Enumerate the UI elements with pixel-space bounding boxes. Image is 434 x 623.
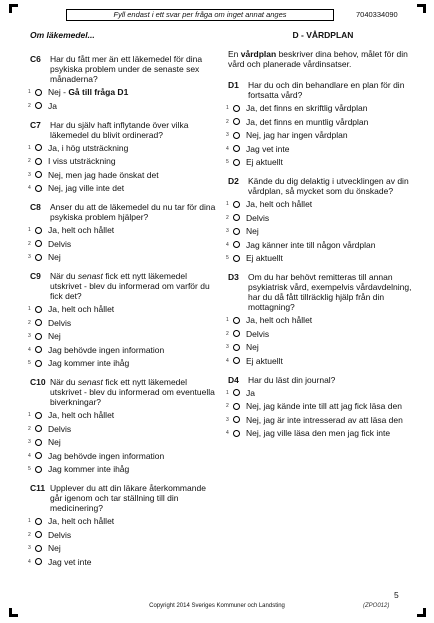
option-code: 4 (226, 357, 229, 364)
radio-button[interactable] (35, 545, 42, 552)
option-code: 3 (28, 439, 31, 445)
radio-button[interactable] (233, 317, 240, 324)
intro-text-post: beskriver dina behov, målet för din vård och planerade vårdinsatser. (228, 49, 408, 69)
radio-button[interactable] (233, 241, 240, 248)
radio-button[interactable] (35, 452, 42, 459)
option-label (246, 226, 418, 236)
option-label-text: Delvis (246, 212, 270, 223)
answer-option[interactable] (30, 437, 220, 447)
option-code: 4 (226, 145, 229, 152)
radio-button[interactable] (233, 159, 240, 166)
question-number: C9 (30, 271, 41, 281)
registration-mark-bottom-left (9, 608, 18, 617)
answer-option[interactable] (30, 410, 220, 420)
intro-text-pre: En (228, 49, 241, 59)
answer-option[interactable] (228, 415, 418, 425)
radio-button[interactable] (233, 330, 240, 337)
question-text: Anser du att de läkemedel du nu tar för dina psykiska problem hjälper? (50, 202, 216, 222)
option-label-text: Nej (246, 342, 259, 352)
option-label-text: Nej - (48, 87, 69, 97)
answer-option[interactable] (30, 516, 220, 526)
question-number: C7 (30, 119, 41, 130)
answer-option[interactable] (228, 130, 418, 140)
option-code: 4 (28, 558, 31, 565)
question-header (30, 54, 220, 84)
option-code: 2 (226, 214, 229, 221)
option-label (246, 388, 418, 398)
answer-option[interactable] (30, 304, 220, 314)
option-label-text: Nej, jag är inte intresserad av att läsa den (246, 414, 403, 425)
right-column (228, 30, 418, 447)
question-header (228, 176, 418, 196)
question-text: Har du läst din journal? (248, 374, 336, 385)
question-number: D4 (228, 374, 239, 385)
option-label-text: Jag behövde ingen information (48, 344, 165, 355)
question-text-pre: När du (50, 271, 78, 281)
answer-option[interactable] (30, 183, 220, 193)
option-code: 4 (28, 185, 31, 191)
option-label (246, 103, 418, 113)
option-code: 4 (28, 452, 31, 459)
option-label (246, 213, 418, 223)
registration-mark-bottom-right (417, 608, 426, 617)
question-text: Om du har behövt remitteras till annan psykiatrisk vård, exempelvis vårdavdelning, har du då fått tillräcklig hjälp från din mottagning? (248, 272, 412, 312)
option-label-text: Delvis (48, 238, 72, 249)
radio-button[interactable] (35, 227, 42, 234)
answer-option[interactable] (30, 225, 220, 235)
right-question-list (228, 80, 418, 438)
option-code: 3 (226, 416, 229, 423)
answer-option[interactable] (228, 428, 418, 438)
option-label (48, 225, 220, 235)
option-code: 3 (28, 545, 31, 551)
radio-button[interactable] (233, 416, 240, 423)
option-code: 1 (28, 227, 31, 233)
question-d4 (228, 375, 418, 439)
answer-option[interactable] (30, 170, 220, 180)
answer-option[interactable] (30, 331, 220, 341)
intro-text-bold: vårdplan (240, 49, 277, 59)
option-label-text: Nej (48, 437, 61, 447)
section-title-care-plan: D - VÅRDPLAN (292, 30, 354, 40)
option-code: 1 (226, 317, 229, 323)
question-c9 (30, 271, 220, 368)
option-label-text: Delvis (48, 317, 72, 328)
radio-button[interactable] (35, 346, 42, 353)
option-code: 1 (28, 412, 31, 418)
radio-button[interactable] (35, 425, 42, 432)
answer-option[interactable] (228, 240, 418, 250)
option-label (48, 101, 220, 111)
answer-option[interactable] (30, 87, 220, 97)
question-c7 (30, 120, 220, 194)
answer-option[interactable] (228, 213, 418, 223)
option-code: 5 (28, 466, 31, 472)
answer-option[interactable] (228, 253, 418, 263)
question-number: C11 (30, 483, 46, 493)
registration-mark-top-right (417, 4, 426, 13)
question-text: Har du själv haft inflytande över vilka läkemedel du blivit ordinerad? (50, 119, 189, 140)
option-label (48, 304, 220, 314)
option-label-text: Nej, jag ville inte det (48, 183, 125, 193)
option-label (246, 117, 418, 127)
answer-option[interactable] (228, 315, 418, 325)
option-code: 4 (28, 346, 31, 353)
left-question-list (30, 54, 220, 567)
option-label-text: Ja (48, 100, 57, 111)
radio-button[interactable] (233, 344, 240, 351)
question-text (50, 271, 220, 301)
option-code: 1 (28, 518, 31, 524)
answer-option[interactable] (228, 117, 418, 127)
option-label (48, 143, 220, 153)
answer-option[interactable] (30, 557, 220, 567)
radio-button[interactable] (35, 306, 42, 313)
option-code: 2 (226, 330, 229, 337)
answer-option[interactable] (228, 103, 418, 113)
option-label-text: Jag vet inte (48, 556, 92, 567)
answer-option[interactable] (30, 239, 220, 249)
section-title-medication: Om läkemedel... (30, 30, 95, 40)
option-code: 1 (226, 201, 229, 207)
option-label-text: Delvis (48, 529, 72, 540)
option-code: 4 (226, 241, 229, 248)
option-label (246, 401, 418, 411)
question-number: D3 (228, 272, 239, 282)
radio-button[interactable] (35, 158, 42, 165)
question-c6 (30, 54, 220, 111)
option-code: 4 (226, 430, 229, 436)
radio-button[interactable] (35, 185, 42, 192)
option-code: 1 (28, 144, 31, 151)
option-code: 1 (28, 89, 31, 95)
radio-button[interactable] (233, 228, 240, 235)
option-label-text: Ej aktuellt (246, 253, 283, 263)
option-code: 5 (226, 159, 229, 165)
option-code: 2 (28, 319, 31, 326)
radio-button[interactable] (35, 360, 42, 367)
option-label (246, 329, 418, 339)
option-code: 3 (226, 228, 229, 234)
left-column (30, 30, 220, 576)
option-label-text: Delvis (246, 328, 270, 339)
question-c8 (30, 202, 220, 262)
option-label (48, 530, 220, 540)
option-code: 2 (28, 158, 31, 164)
option-label-text: Nej, jag ville läsa den men jag fick inte (246, 428, 391, 438)
option-label-text: Ja, helt och hållet (246, 315, 313, 325)
answer-option[interactable] (30, 345, 220, 355)
radio-button[interactable] (35, 333, 42, 340)
option-label (48, 543, 220, 553)
question-header (30, 202, 220, 222)
option-label-text: Ja, helt och hållet (246, 199, 313, 209)
page-number: 5 (394, 590, 399, 600)
option-label (48, 183, 220, 193)
option-code: 3 (28, 254, 31, 260)
option-label-text: Jag känner inte till någon vårdplan (246, 239, 376, 250)
question-header (228, 375, 418, 385)
option-label (48, 170, 220, 180)
registration-mark-top-left (9, 4, 18, 13)
option-label-text: Nej (48, 543, 61, 553)
option-label (246, 240, 418, 250)
option-label-text: Nej (48, 331, 61, 341)
form-id: 7040334090 (356, 10, 398, 19)
option-label-text: Ja (246, 387, 255, 398)
option-label (48, 437, 220, 447)
radio-button[interactable] (35, 240, 42, 247)
answer-option[interactable] (228, 199, 418, 209)
option-code: 2 (226, 118, 229, 125)
question-header (30, 120, 220, 140)
option-code: 5 (226, 255, 229, 261)
option-label-text: Nej (246, 226, 259, 236)
radio-button[interactable] (35, 102, 42, 109)
skip-instruction: Gå till fråga D1 (68, 87, 129, 97)
option-label (48, 410, 220, 420)
option-label-text: Nej, men jag hade önskat det (48, 169, 159, 180)
option-label (48, 358, 220, 368)
option-label (246, 356, 418, 366)
answer-option[interactable] (228, 388, 418, 398)
radio-button[interactable] (35, 171, 42, 178)
option-label-text: Ja, i hög utsträckning (48, 142, 129, 153)
option-label (48, 424, 220, 434)
answer-option[interactable] (30, 543, 220, 553)
option-label (48, 87, 220, 97)
question-d1 (228, 80, 418, 167)
option-label (48, 331, 220, 341)
answer-option[interactable] (228, 329, 418, 339)
option-label-text: Jag vet inte (246, 143, 290, 154)
answer-option[interactable] (30, 252, 220, 262)
answer-option[interactable] (228, 144, 418, 154)
radio-button[interactable] (233, 132, 240, 139)
question-d3 (228, 272, 418, 366)
answer-option[interactable] (30, 530, 220, 540)
answer-option[interactable] (30, 424, 220, 434)
option-code: 2 (28, 240, 31, 247)
option-code: 1 (28, 306, 31, 312)
radio-button[interactable] (35, 144, 42, 151)
answer-option[interactable] (228, 356, 418, 366)
option-label-text: Ja, helt och hållet (48, 225, 115, 235)
option-code: 2 (226, 403, 229, 409)
radio-button[interactable] (233, 145, 240, 152)
option-label (246, 428, 418, 438)
answer-option[interactable] (228, 401, 418, 411)
option-code: 2 (28, 102, 31, 109)
question-c10 (30, 377, 220, 474)
option-label (48, 464, 220, 474)
question-text-emphasis: senast (77, 377, 103, 387)
radio-button[interactable] (233, 201, 240, 208)
care-plan-intro (228, 49, 418, 69)
option-label (246, 415, 418, 425)
radio-button[interactable] (35, 531, 42, 538)
instruction-banner: Fyll endast i ett svar per fråga om inget annat anges (66, 9, 334, 21)
option-label (48, 318, 220, 328)
radio-button[interactable] (233, 403, 240, 410)
option-label (48, 516, 220, 526)
footer-code: (ZPO012) (363, 603, 390, 609)
answer-option[interactable] (30, 318, 220, 328)
question-header (228, 272, 418, 312)
option-label-text: Nej (48, 252, 61, 262)
question-text-post: fick ett nytt läkemedel utskrivet - blev du informerad om eventuella biverkningar? (50, 377, 215, 407)
option-label (48, 239, 220, 249)
question-number: C6 (30, 54, 41, 64)
radio-button[interactable] (233, 430, 240, 437)
option-code: 3 (226, 132, 229, 138)
question-text (50, 377, 220, 407)
option-label (48, 451, 220, 461)
option-label (246, 315, 418, 325)
radio-button[interactable] (35, 254, 42, 261)
option-label (246, 342, 418, 352)
option-label-text: Jag behövde ingen information (48, 450, 165, 461)
radio-button[interactable] (233, 105, 240, 112)
option-code: 2 (28, 425, 31, 432)
option-label-text: Ej aktuellt (246, 157, 283, 167)
question-number: C8 (30, 202, 41, 212)
answer-option[interactable] (30, 156, 220, 166)
question-header (30, 377, 220, 407)
option-label (48, 345, 220, 355)
answer-option[interactable] (228, 226, 418, 236)
question-text-post: fick ett nytt läkemedel utskrivet - blev du informerad om varför du fick det? (50, 271, 210, 301)
option-code: 2 (28, 531, 31, 538)
radio-button[interactable] (233, 118, 240, 125)
option-label-text: Jag kommer inte ihåg (48, 358, 130, 368)
answer-option[interactable] (30, 101, 220, 111)
radio-button[interactable] (35, 319, 42, 326)
radio-button[interactable] (35, 412, 42, 419)
option-label-text: Delvis (48, 423, 72, 434)
option-label (246, 253, 418, 263)
question-text: Har du fått mer än ett läkemedel för dina psykiska problem under de senaste sex månaderna? (50, 54, 203, 84)
option-label (246, 144, 418, 154)
option-label (48, 252, 220, 262)
option-label-text: Ja, helt och hållet (48, 410, 115, 420)
answer-option[interactable] (30, 143, 220, 153)
question-d2 (228, 176, 418, 263)
radio-button[interactable] (233, 357, 240, 364)
question-c11 (30, 483, 220, 567)
answer-option[interactable] (228, 342, 418, 352)
option-label-text: Ja, helt och hållet (48, 304, 115, 314)
question-number: D2 (228, 176, 239, 186)
option-label (48, 156, 220, 166)
option-label (246, 130, 418, 140)
question-header (228, 80, 418, 100)
radio-button[interactable] (35, 518, 42, 525)
answer-option[interactable] (30, 464, 220, 474)
option-label-text: Ja, det finns en skriftlig vårdplan (246, 103, 368, 113)
question-header (30, 271, 220, 301)
option-code: 1 (226, 105, 229, 111)
question-text: Kände du dig delaktig i utvecklingen av din vårdplan, så mycket som du önskade? (248, 176, 409, 196)
radio-button[interactable] (35, 466, 42, 473)
answer-option[interactable] (228, 157, 418, 167)
option-label-text: Jag kommer inte ihåg (48, 464, 130, 474)
question-text: Upplever du att din läkare återkommande går igenom och tar ställning till din medicinering? (50, 483, 206, 513)
question-text-pre: När du (50, 377, 78, 387)
option-code: 3 (28, 333, 31, 339)
option-label (246, 157, 418, 167)
copyright-footer: Copyright 2014 Sveriges Kommuner och Landsting (149, 603, 285, 609)
radio-button[interactable] (233, 255, 240, 262)
option-label-text: Ja, det finns en muntlig vårdplan (246, 116, 369, 127)
option-label-text: Nej, jag har ingen vårdplan (246, 130, 348, 140)
question-header (30, 483, 220, 513)
option-label (246, 199, 418, 209)
option-code: 1 (226, 389, 229, 396)
answer-option[interactable] (30, 358, 220, 368)
radio-button[interactable] (35, 558, 42, 565)
radio-button[interactable] (35, 439, 42, 446)
radio-button[interactable] (233, 214, 240, 221)
question-number: C10 (30, 377, 46, 387)
option-code: 5 (28, 360, 31, 366)
radio-button[interactable] (233, 389, 240, 396)
radio-button[interactable] (35, 89, 42, 96)
option-label-text: I viss utsträckning (48, 156, 116, 166)
option-code: 3 (226, 344, 229, 350)
question-number: D1 (228, 80, 239, 90)
option-label-text: Ej aktuellt (246, 355, 283, 366)
option-label-text: Ja, helt och hållet (48, 516, 115, 526)
question-text-emphasis: senast (77, 271, 103, 281)
option-code: 3 (28, 171, 31, 178)
option-label (48, 557, 220, 567)
option-label-text: Nej, jag kände inte till att jag fick läsa den (246, 401, 402, 411)
question-text: Har du och din behandlare en plan för din fortsatta vård? (248, 80, 405, 100)
answer-option[interactable] (30, 451, 220, 461)
